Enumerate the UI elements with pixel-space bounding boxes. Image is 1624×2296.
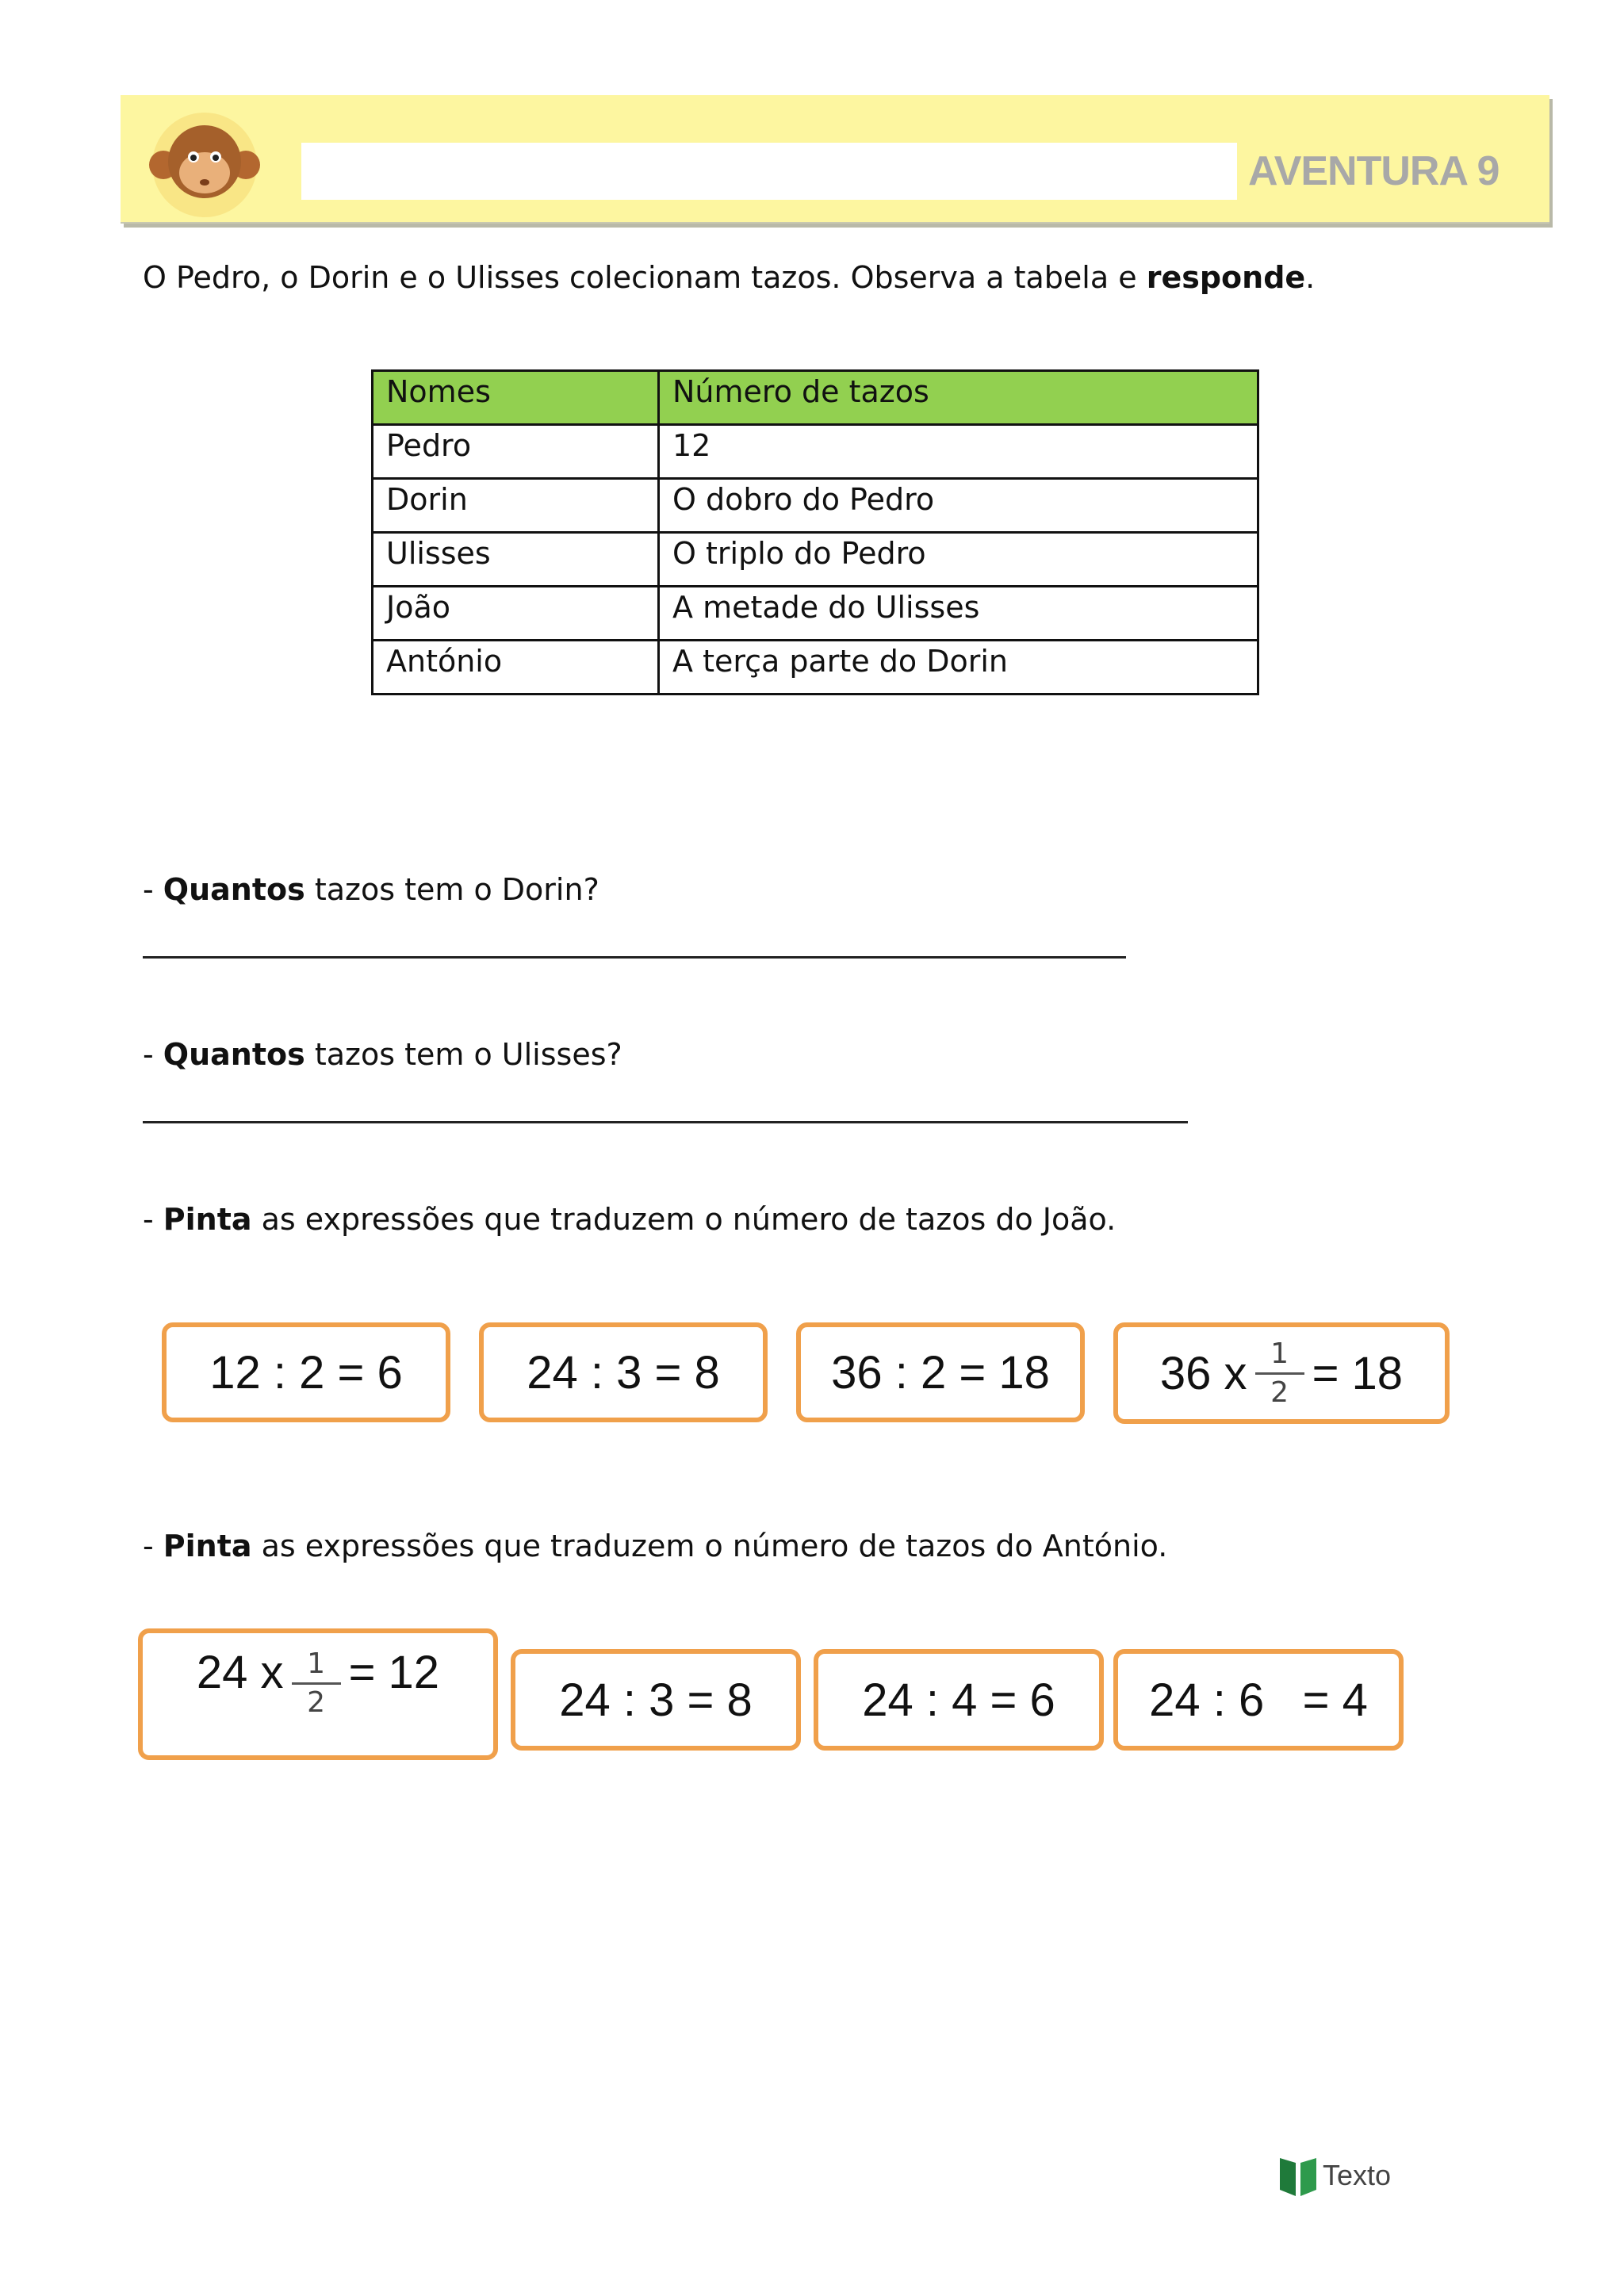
intro-text-bold: responde xyxy=(1146,260,1306,295)
fraction-numerator: 1 xyxy=(307,1647,326,1680)
table-cell: Dorin xyxy=(373,479,659,533)
question-keyword: Pinta xyxy=(163,1202,252,1237)
table-cell: A metade do Ulisses xyxy=(659,587,1258,641)
question-keyword: Quantos xyxy=(163,1037,305,1072)
expression-right: = 18 xyxy=(1312,1347,1404,1399)
publisher-name: Texto xyxy=(1323,2159,1392,2191)
table-row xyxy=(373,587,1258,641)
expression-card[interactable]: 36 : 2 = 18 xyxy=(796,1322,1085,1422)
question-dash: - xyxy=(143,1202,163,1237)
table-cell: A terça parte do Dorin xyxy=(659,641,1258,695)
question-ulisses xyxy=(143,1031,622,1078)
question-keyword: Quantos xyxy=(163,872,305,907)
expression-left: 36 x xyxy=(1159,1347,1247,1399)
question-text: tazos tem o Dorin? xyxy=(304,872,599,907)
question-text: as expressões que traduzem o número de tazos do António. xyxy=(251,1529,1168,1563)
table-row xyxy=(373,425,1258,479)
question-joao xyxy=(143,1196,1116,1243)
publisher-logo xyxy=(1278,2153,1391,2198)
table-header: Número de tazos xyxy=(659,371,1258,425)
expression-card[interactable]: 12 : 2 = 6 xyxy=(162,1322,450,1422)
question-text: as expressões que traduzem o número de tazos do João. xyxy=(251,1202,1116,1237)
question-dash: - xyxy=(143,1037,163,1072)
fraction-denominator: 2 xyxy=(307,1686,326,1719)
fraction-bar xyxy=(292,1682,341,1685)
intro-text xyxy=(143,254,1315,301)
fraction xyxy=(1255,1337,1304,1410)
table-header: Nomes xyxy=(373,371,659,425)
fraction-numerator: 1 xyxy=(1270,1337,1289,1370)
question-text: tazos tem o Ulisses? xyxy=(304,1037,622,1072)
table-row xyxy=(373,533,1258,587)
question-dash: - xyxy=(143,1529,163,1563)
question-keyword: Pinta xyxy=(163,1529,252,1563)
expression-right: = 12 xyxy=(348,1647,440,1698)
question-dash: - xyxy=(143,872,163,907)
expression-card[interactable]: 24 : 4 = 6 xyxy=(814,1649,1104,1751)
monkey-mascot-icon xyxy=(141,109,268,220)
table-row xyxy=(373,641,1258,695)
table-cell: António xyxy=(373,641,659,695)
table-cell: O triplo do Pedro xyxy=(659,533,1258,587)
expression-left: 24 x xyxy=(196,1647,284,1698)
table-cell: Ulisses xyxy=(373,533,659,587)
table-header-row xyxy=(373,371,1258,425)
table-cell: 12 xyxy=(659,425,1258,479)
expression-card[interactable]: 24 : 6 = 4 xyxy=(1113,1649,1404,1751)
expression-card[interactable]: 24 : 3 = 8 xyxy=(511,1649,801,1751)
expression-card[interactable] xyxy=(138,1628,498,1760)
table-row xyxy=(373,479,1258,533)
fraction-bar xyxy=(1255,1372,1304,1375)
table-cell: O dobro do Pedro xyxy=(659,479,1258,533)
intro-text-end: . xyxy=(1305,260,1316,295)
student-name-field[interactable] xyxy=(301,143,1237,200)
answer-line-ulisses[interactable] xyxy=(143,1121,1188,1123)
question-antonio xyxy=(143,1522,1167,1570)
fraction xyxy=(292,1647,341,1720)
table-cell: Pedro xyxy=(373,425,659,479)
book-icon xyxy=(1278,2153,1318,2198)
tazos-table xyxy=(371,369,1259,695)
table-cell: João xyxy=(373,587,659,641)
answer-line-dorin[interactable] xyxy=(143,956,1126,959)
fraction-denominator: 2 xyxy=(1270,1376,1289,1409)
question-dorin xyxy=(143,866,599,913)
expression-card[interactable]: 24 : 3 = 8 xyxy=(479,1322,768,1422)
intro-text-start: O Pedro, o Dorin e o Ulisses colecionam tazos. Observa a tabela e xyxy=(143,260,1147,295)
expression-card[interactable] xyxy=(1113,1322,1450,1424)
adventure-title: AVENTURA 9 xyxy=(1248,148,1500,194)
